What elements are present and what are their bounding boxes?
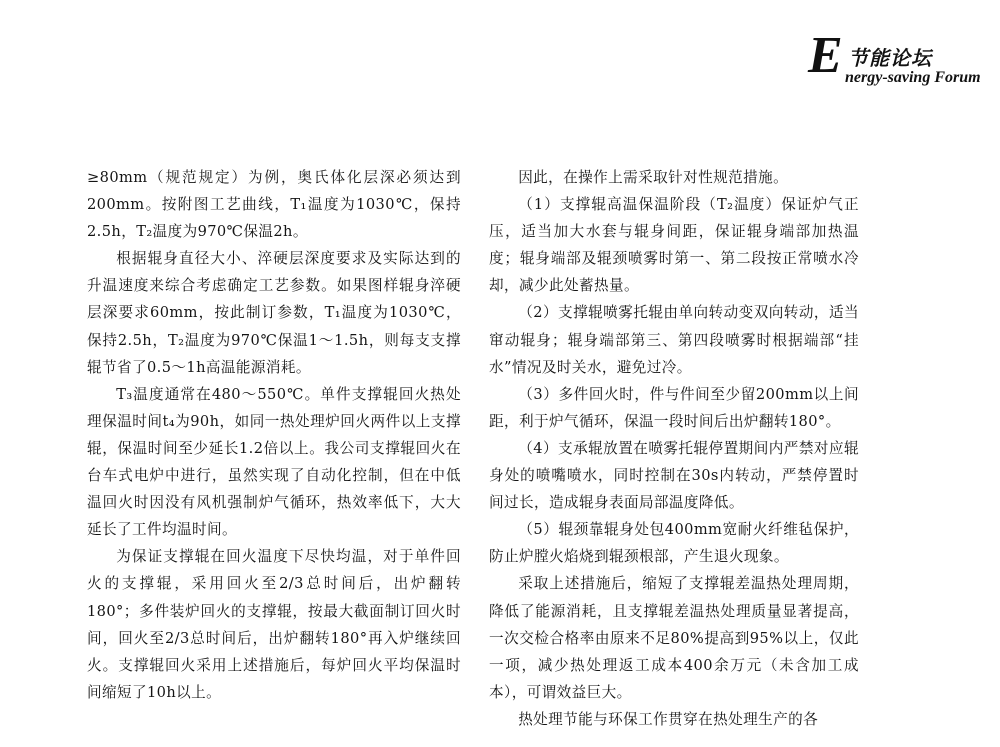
paragraph: 采取上述措施后，缩短了支撑辊差温热处理周期，降低了能源消耗，且支撑辊差温热处理质量显著提高，一次交检合格率由原来不足80%提高到95%以上，仅此一项，减少热处理返工成本400余万元（未含加工成本），可谓效益巨大。 <box>489 575 859 701</box>
paragraph: （3）多件回火时，件与件间至少留200mm以上间距，利于炉气循环，保温一段时间后出炉翻转180°。 <box>489 385 859 430</box>
logo-english-title: nergy-saving Forum <box>845 69 981 86</box>
paragraph: （1）支撑辊高温保温阶段（T₂温度）保证炉气正压，适当加大水套与辊身间距，保证辊身端部加热温度；辊身端部及辊颈喷雾时第一、第二段按正常喷水冷却，减少此处蓄热量。 <box>489 196 859 295</box>
paragraph: 因此，在操作上需采取针对性规范措施。 <box>518 169 789 186</box>
paragraph: 根据辊身直径大小、淬硬层深度要求及实际达到的升温速度来综合考虑确定工艺参数。如果图样辊身淬硬层深要求60mm，按此制订参数，T₁温度为1030℃，保持2.5h，T₂温度为970℃保温1～1.5h，则每支支撑辊节省了0.5～1h高温能源消耗。 <box>87 250 461 376</box>
paragraph: 热处理节能与环保工作贯穿在热处理生产的各 <box>518 710 819 728</box>
paragraph: （5）辊颈靠辊身处包400mm宽耐火纤维毡保护，防止炉膛火焰烧到辊颈根部，产生退火现象。 <box>489 521 859 566</box>
paragraph: T₃温度通常在480～550℃。单件支撑辊回火热处理保温时间t₄为90h，如同一热处理炉回火两件以上支撑辊，保温时间至少延长1.2倍以上。我公司支撑辊回火在台车式电炉中进行，虽然实现了自动化控制，但在中低温回火时因没有风机强制炉气循环，热效率低下，大大延长了工件均温时间。 <box>87 385 461 539</box>
paragraph: ≥80mm（规范规定）为例，奥氏体化层深必须达到200mm。按附图工艺曲线，T₁温度为1030℃，保持2.5h，T₂温度为970℃保温2h。 <box>87 169 461 241</box>
paragraph: （4）支承辊放置在喷雾托辊停置期间内严禁对应辊身处的喷嘴喷水，同时控制在30s内转动，严禁停置时间过长，造成辊身表面局部温度降低。 <box>489 439 859 512</box>
left-text-column <box>87 164 461 706</box>
journal-logo <box>808 27 981 92</box>
logo-chinese-title: 节能论坛 <box>848 46 932 70</box>
logo-letter: E <box>808 27 843 84</box>
paragraph: （2）支撑辊喷雾托辊由单向转动变双向转动，适当窜动辊身；辊身端部第三、第四段喷雾时根据端部“挂水”情况及时关水，避免过冷。 <box>489 304 859 376</box>
paragraph: 为保证支撑辊在回火温度下尽快均温，对于单件回火的支撑辊，采用回火至2/3总时间后，出炉翻转180°；多件装炉回火的支撑辊，按最大截面制订回火时间，回火至2/3总时间后，出炉翻转180°再入炉继续回火。支撑辊回火采用上述措施后，每炉回火平均保温时间缩短了10h以上。 <box>87 548 461 701</box>
right-text-column <box>489 164 859 733</box>
